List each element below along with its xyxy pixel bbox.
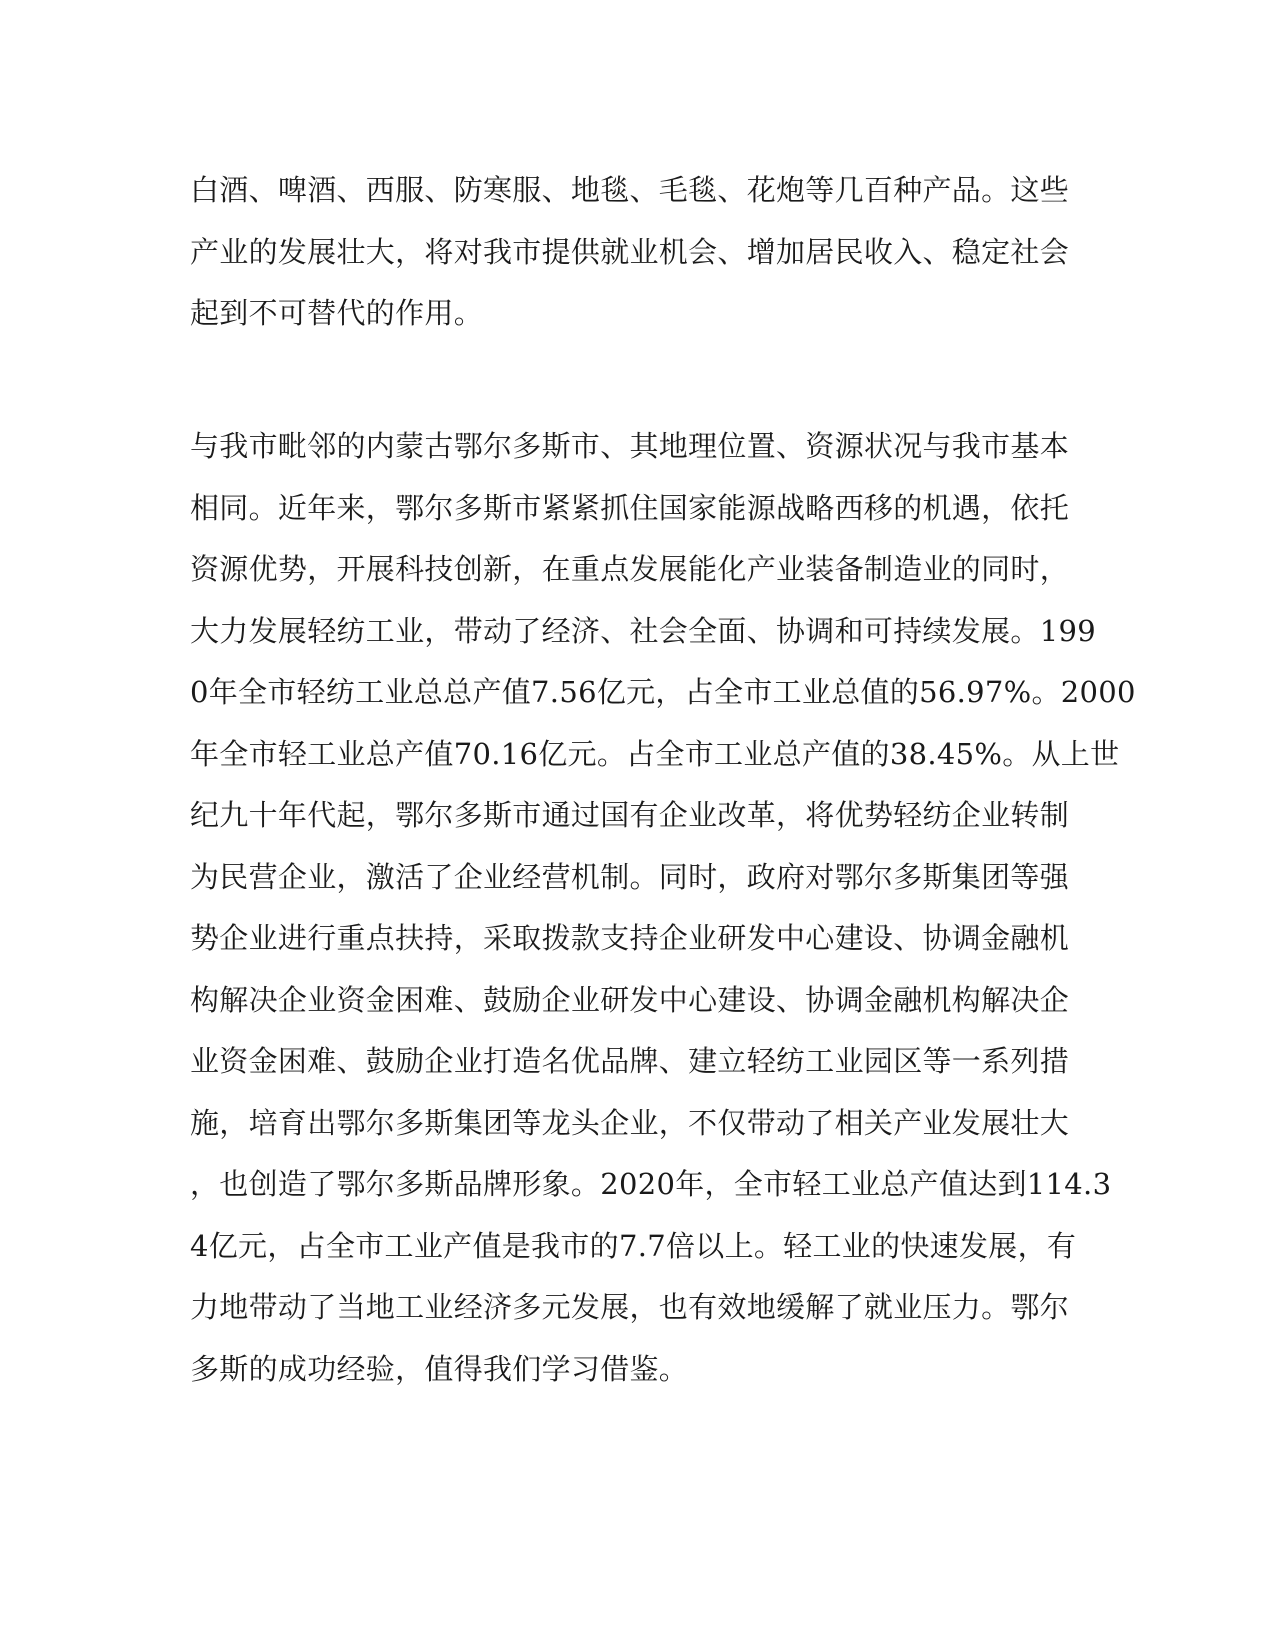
paragraph-1: [190, 160, 1080, 345]
paragraph-line: 年全市轻工业总产值70.16亿元。占全市工业总产值的38.45%。从上世: [190, 736, 1120, 771]
paragraph-line: 白酒、啤酒、西服、防寒服、地毯、毛毯、花炮等几百种产品。这些: [190, 173, 1070, 207]
paragraph-line: ，也创造了鄂尔多斯品牌形象。2020年，全市轻工业总产值达到114.3: [190, 1167, 1112, 1201]
paragraph-line: 力地带动了当地工业经济多元发展，也有效地缓解了就业压力。鄂尔: [190, 1290, 1070, 1324]
paragraph-line: 纪九十年代起，鄂尔多斯市通过国有企业改革，将优势轻纺企业转制: [190, 798, 1070, 832]
paragraph-line: 大力发展轻纺工业，带动了经济、社会全面、协调和可持续发展。199: [190, 613, 1096, 648]
paragraph-line: 资源优势，开展科技创新，在重点发展能化产业装备制造业的同时，: [190, 552, 1070, 586]
paragraph-line: 起到不可替代的作用。: [190, 296, 484, 330]
paragraph-line: 业资金困难、鼓励企业打造名优品牌、建立轻纺工业园区等一系列措: [190, 1044, 1070, 1078]
paragraph-line: 产业的发展壮大，将对我市提供就业机会、增加居民收入、稳定社会: [190, 234, 1070, 269]
paragraph-line: 0年全市轻纺工业总总产值7.56亿元，占全市工业总值的56.97%。2000: [190, 675, 1136, 709]
paragraph-line: 4亿元，占全市工业产值是我市的7.7倍以上。轻工业的快速发展，有: [190, 1228, 1077, 1263]
paragraph-line: 势企业进行重点扶持，采取拨款支持企业研发中心建设、协调金融机: [190, 921, 1070, 955]
paragraph-2: [190, 416, 1136, 1400]
paragraph-line: 相同。近年来，鄂尔多斯市紧紧抓住国家能源战略西移的机遇，依托: [190, 490, 1070, 525]
paragraph-line: 构解决企业资金困难、鼓励企业研发中心建设、协调金融机构解决企: [190, 982, 1070, 1017]
paragraph-line: 多斯的成功经验，值得我们学习借鉴。: [190, 1351, 689, 1386]
paragraph-line: 与我市毗邻的内蒙古鄂尔多斯市、其地理位置、资源状况与我市基本: [190, 429, 1070, 463]
paragraph-line: 施，培育出鄂尔多斯集团等龙头企业，不仅带动了相关产业发展壮大: [190, 1105, 1070, 1140]
paragraph-line: 为民营企业，激活了企业经营机制。同时，政府对鄂尔多斯集团等强: [190, 859, 1070, 894]
